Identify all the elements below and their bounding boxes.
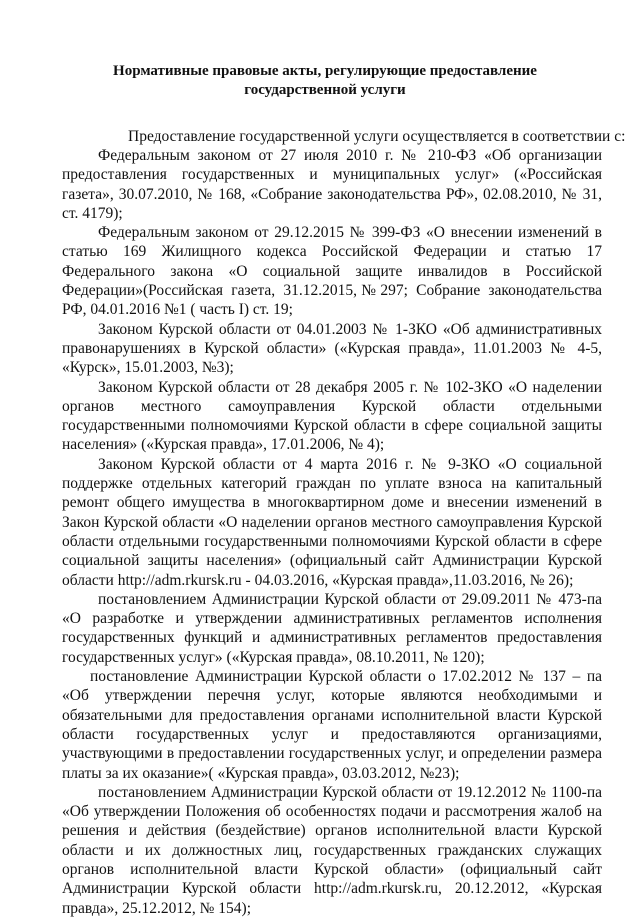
document-body <box>62 146 602 918</box>
paragraph-federal-law-210: Федеральным законом от 27 июля 2010 г. № 210-ФЗ «Об организации предоставления государственных и муниципальных услуг» («Российская газета», 30.07.2010, № 168, «Собрание законодательства РФ», 02.08.2010, № 31, ст. 4179); <box>62 147 602 222</box>
paragraph-kursk-law-1: Законом Курской области от 04.01.2003 № 1-ЗКО «Об административных правонарушениях в Курской области» («Курская правда», 11.01.2003 № 4-5, «Курск», 15.01.2003, №3); <box>62 320 602 377</box>
intro-text: Предоставление государственной услуги осуществляется в соответствии с: <box>128 128 626 145</box>
paragraph-resolution-1100: постановлением Администрации Курской области от 19.12.2012 № 1100-па «Об утверждении Положения об особенностях подачи и рассмотрения жалоб на решения и действия (бездействие) органов исполнительной власти Курской области и их должностных лиц, государственных гражданских служащих органов исполнительной власти Курской области» (официальный сайт Администрации Курской области http://adm.rkursk.ru, 20.12.2012, «Курская правда», 25.12.2012, № 154); <box>62 783 602 917</box>
paragraph-kursk-law-102: Законом Курской области от 28 декабря 2005 г. № 102-ЗКО «О наделении органов местного самоуправления Курской области отдельными государственными полномочиями Курской области в сфере социальной защиты населения» («Курская правда», 17.01.2006, № 4); <box>62 378 602 454</box>
paragraph-federal-law-399: Федеральным законом от 29.12.2015 № 399-ФЗ «О внесении изменений в статью 169 Жилищного кодекса Российской Федерации и статью 17 Федерального закона «О социальной защите инвалидов в Российской Федерации»(Российская газета, 31.12.2015,№297; Собрание законодательства РФ, 04.01.2016 №1 ( часть I) ст. 19; <box>62 224 602 319</box>
paragraph-resolution-473: постановлением Администрации Курской области от 29.09.2011 № 473-па «О разработке и утверждении административных регламентов исполнения государственных функций и административных регламентов предоставления государственных услуг» («Курская правда», 08.10.2011, № 120); <box>62 590 602 666</box>
paragraph-resolution-137: постановление Администрации Курской области о 17.02.2012 № 137 – па «Об утверждении перечня услуг, которые являются необходимыми и обязательными для предоставления органами исполнительной власти Курской области государственных услуг и предоставляются организациями, участвующими в предоставлении государственных услуг, и определении размера платы за их оказание»( «Курская правда», 03.03.2012, №23); <box>62 668 602 782</box>
document-title: Нормативные правовые акты, регулирующие предоставление государственной услуги <box>113 63 537 98</box>
paragraph-kursk-law-9: Законом Курской области от 4 марта 2016 г. № 9-ЗКО «О социальной поддержке отдельных категорий граждан по уплате взноса на капитальный ремонт общего имущества в многоквартирном доме и внесении изменений в Закон Курской области «О наделении органов местного самоуправления Курской области отдельными государственными полномочиями Курской области в сфере социальной защиты населения» (официальный сайт Администрации Курской области http://adm.rkursk.ru - 04.03.2016, «Курская правда»,11.03.2016, № 26); <box>62 455 602 589</box>
